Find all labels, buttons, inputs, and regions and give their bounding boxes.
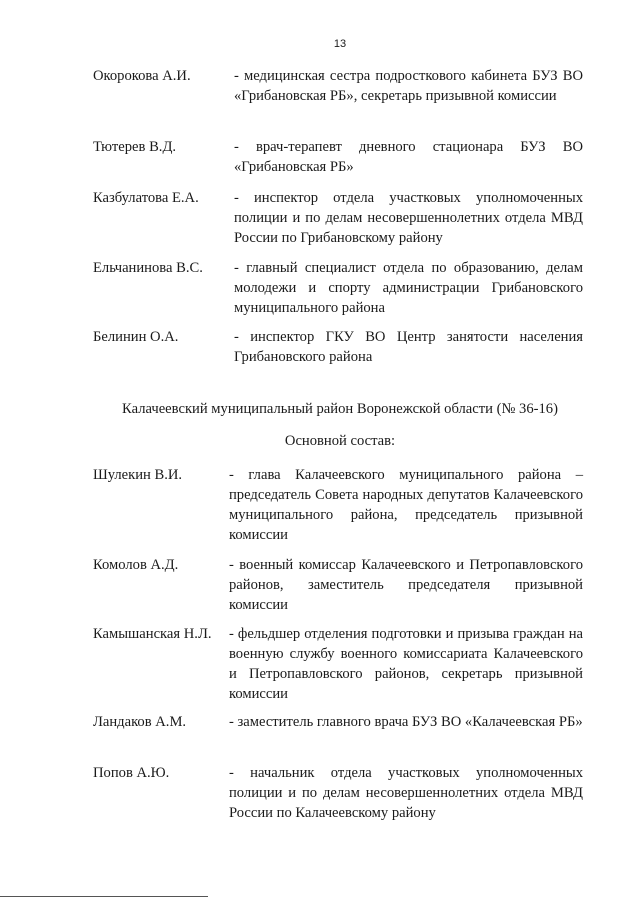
member-name: Шулекин В.И.	[93, 467, 183, 483]
member-entry	[93, 624, 583, 704]
member-entry	[93, 66, 583, 106]
member-entry	[93, 763, 583, 823]
footer-divider	[0, 896, 208, 897]
member-name: Попов А.Ю.	[93, 765, 170, 781]
member-name: Ельчанинова В.С.	[93, 260, 203, 276]
member-name: Окорокова А.И.	[93, 68, 191, 84]
page-number: 13	[333, 38, 347, 50]
member-role: - главный специалист отдела по образованию, делам молодежи и спорту администрации Грибановского муниципального района	[234, 260, 583, 316]
member-name: Камышанская Н.Л.	[93, 626, 212, 642]
member-entry	[93, 188, 583, 248]
member-role: - глава Калачеевского муниципального района – председатель Совета народных депутатов Калачеевского муниципального района, председатель призывной комиссии	[229, 467, 583, 543]
member-name: Казбулатова Е.А.	[93, 190, 199, 206]
member-role: - фельдшер отделения подготовки и призыва граждан на военную службу военного комиссариата Калачеевского и Петропавловского районов, секретарь призывной комиссии	[229, 626, 583, 702]
member-role: - военный комиссар Калачеевского и Петропавловского районов, заместитель председателя призывной комиссии	[229, 557, 583, 613]
member-entry	[93, 465, 583, 545]
member-name: Комолов А.Д.	[93, 557, 179, 573]
member-role: - врач-терапевт дневного стационара БУЗ ВО «Грибановская РБ»	[234, 139, 583, 175]
member-entry	[93, 327, 583, 367]
composition-heading: Основной состав:	[284, 433, 396, 449]
member-entry	[93, 712, 583, 732]
member-entry	[93, 258, 583, 318]
member-role: - инспектор отдела участковых уполномоченных полиции и по делам несовершеннолетних отдела МВД России по Грибановскому району	[234, 190, 583, 246]
member-role: - заместитель главного врача БУЗ ВО «Калачеевская РБ»	[229, 714, 583, 730]
member-name: Белинин О.А.	[93, 329, 179, 345]
member-role: - начальник отдела участковых уполномоченных полиции и по делам несовершеннолетних отдела МВД России по Калачеевскому району	[229, 765, 583, 821]
member-name: Тютерев В.Д.	[93, 139, 177, 155]
member-name: Ландаков А.М.	[93, 714, 187, 730]
member-entry	[93, 137, 583, 177]
member-entry	[93, 555, 583, 615]
district-heading: Калачеевский муниципальный район Воронежской области (№ 36-16)	[122, 401, 558, 417]
member-role: - медицинская сестра подросткового кабинета БУЗ ВО «Грибановская РБ», секретарь призывной комиссии	[234, 68, 583, 104]
member-role: - инспектор ГКУ ВО Центр занятости населения Грибановского района	[234, 329, 583, 365]
